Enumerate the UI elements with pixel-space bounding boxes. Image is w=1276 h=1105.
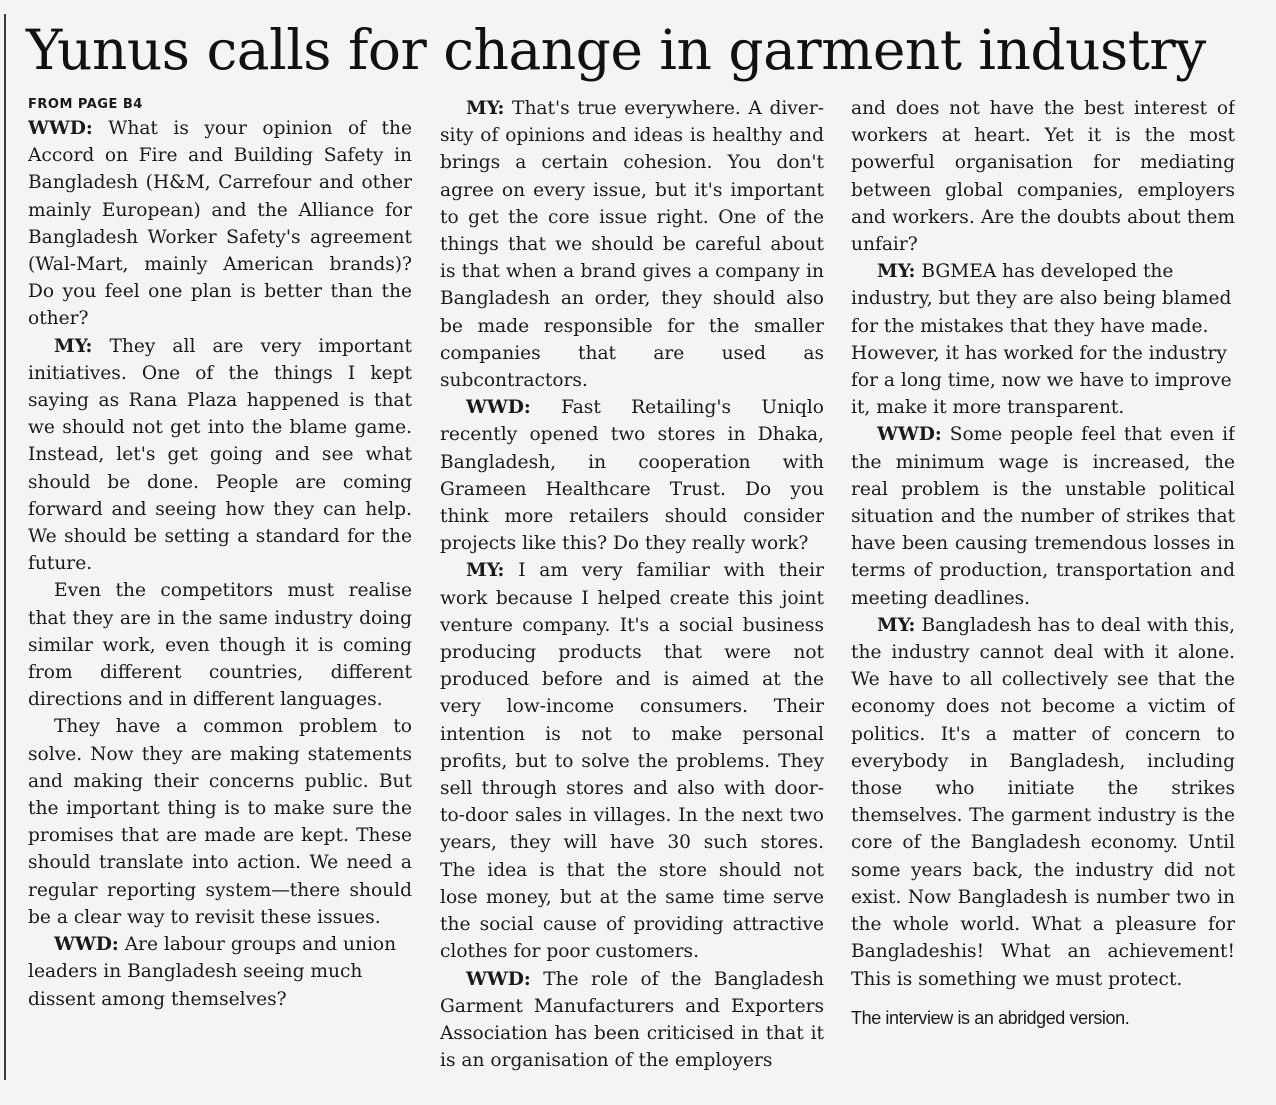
paragraph-text: and does not have the best interest of workers at heart. Yet it is the most powerful organisation for mediating between global companies, employers and workers. Are the doubts about them unfair? [851, 98, 1235, 256]
speaker-label: MY: [466, 560, 505, 582]
speaker-label: WWD: [466, 397, 531, 419]
paragraph [851, 421, 1235, 611]
paragraph [440, 394, 824, 557]
paragraph [28, 333, 412, 578]
paragraph [28, 577, 412, 713]
headline: Yunus calls for change in garment industry [26, 18, 1206, 82]
speaker-label: WWD: [54, 934, 119, 956]
paragraph [851, 612, 1235, 993]
paragraph-text: They all are very important initiatives. One of the things I kept saying as Rana Plaza happened is that we should not get into the blame game. Instead, let's get going and see what should be done. People are coming forward and seeing how they can help. We should be setting a standard for the future. [28, 335, 412, 575]
paragraph [851, 95, 1235, 258]
speaker-label: MY: [54, 335, 93, 357]
column-rule [4, 14, 6, 1080]
speaker-label: WWD: [466, 968, 531, 990]
speaker-label: WWD: [877, 424, 942, 446]
speaker-label: MY: [877, 614, 916, 636]
paragraph-text: That's true everywhere. A diversity of opinions and ideas is healthy and brings a certain cohesion. You don't agree on every issue, but it's important to get the core issue right. One of the things that we should be careful about is that when a brand gives a company in Bangladesh an order, they should also be made responsible for the smaller companies that are used as subcontractors. [440, 98, 824, 392]
paragraph-text: Bangladesh has to deal with this, the industry cannot deal with it alone. We have to all collectively see that the economy does not become a victim of politics. It's a matter of concern to everybody in Bangladesh, including those who initiate the strikes themselves. The garment industry is the core of the Bangladesh economy. Until some years back, the industry did not exist. Now Bangladesh is number two in the whole world. What a pleasure for Bangladeshis! What an achievement! This is something we must protect. [851, 614, 1235, 990]
paragraph-text: Are labour groups and union leaders in Bangladesh seeing much dissent among themselves? [28, 934, 397, 1010]
paragraph-text: The role of the Bangladesh Garment Manufacturers and Exporters Association has been criticised in that it is an organisation of the employers [440, 968, 824, 1072]
paragraph [28, 115, 412, 333]
paragraph [28, 931, 412, 1013]
paragraph-text: Some people feel that even if the minimum wage is increased, the real problem is the unstable political situation and the number of strikes that have been causing tremendous losses in terms of production, transportation and meeting deadlines. [851, 424, 1235, 609]
footnote: The interview is an abridged version. [851, 1007, 1130, 1028]
article-column-1 [28, 95, 412, 1090]
article-column-2 [440, 95, 824, 1090]
paragraph-text: Fast Retailing's Uniqlo recently opened two stores in Dhaka, Bangladesh, in cooperation with Grameen Healthcare Trust. Do you think more retailers should consider projects like this? Do they really work? [440, 397, 824, 555]
paragraph-text: They have a common problem to solve. Now they are making statements and making their concerns public. But the important thing is to make sure the promises that are made are kept. These should translate into action. We need a regular reporting system—there should be a clear way to revisit these issues. [28, 716, 412, 928]
paragraph [440, 557, 824, 965]
paragraph-text: What is your opinion of the Accord on Fire and Building Safety in Bangladesh (H&M, Carrefour and other mainly European) and the Alliance for Bangladesh Worker Safety's agreement (Wal-Mart, mainly American brands)? Do you feel one plan is better than the other? [28, 118, 412, 330]
paragraph [440, 95, 824, 394]
speaker-label: WWD: [28, 118, 93, 139]
paragraph [28, 713, 412, 931]
article-column-3 [851, 95, 1235, 1090]
speaker-label: MY: [877, 261, 916, 283]
from-page-label: FROM PAGE B4 [28, 97, 143, 112]
paragraph [440, 966, 824, 1075]
paragraph [851, 258, 1235, 421]
paragraph-text: Even the competitors must realise that they are in the same industry doing similar work, even though it is coming from different countries, different directions and in different languages. [28, 580, 412, 711]
paragraph-text: BGMEA has developed the industry, but they are also being blamed for the mistakes that they have made. However, it has worked for the industry for a long time, now we have to improve it, make it more transparent. [851, 261, 1232, 419]
paragraph-text: I am very familiar with their work because I helped create this joint venture company. It's a social business producing products that were not produced before and is aimed at the very low-income consumers. Their intention is not to make personal profits, but to solve the problems. They sell through stores and also with door-to-door sales in villages. In the next two years, they will have 30 such stores. The idea is that the store should not lose money, but at the same time serve the social cause of providing attractive clothes for poor customers. [440, 560, 824, 963]
speaker-label: MY: [466, 98, 505, 119]
